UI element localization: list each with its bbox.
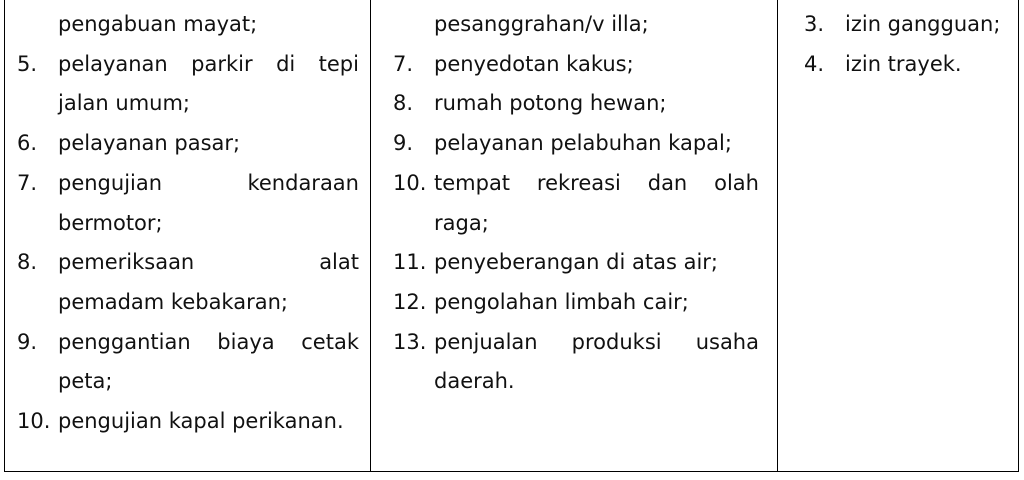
item-text: [58, 242, 359, 282]
item-number: 9.: [393, 131, 414, 156]
item-word: usaha: [695, 329, 759, 354]
item-word: parkir: [191, 51, 253, 76]
item-word: pelayanan: [58, 51, 168, 76]
item-word: produksi: [571, 329, 662, 354]
item-text: [58, 282, 288, 322]
column-3: [778, 0, 1018, 471]
item-text: [434, 203, 489, 243]
item-word: tepi: [318, 51, 359, 76]
item-word: jalan umum;: [58, 91, 190, 116]
list-line: [5, 123, 370, 163]
item-word: penyeberangan di atas air;: [434, 250, 718, 275]
item-word: pelayanan pelabuhan kapal;: [434, 131, 732, 156]
item-number: 6.: [17, 131, 38, 156]
item-word: tempat: [434, 170, 511, 195]
list-line: [5, 44, 370, 84]
item-word: olah: [714, 170, 759, 195]
list-line: [5, 361, 370, 401]
item-word: pesanggrahan/v illa;: [434, 12, 649, 36]
list-line: [371, 322, 777, 362]
item-word: bermotor;: [58, 210, 163, 235]
item-word: pemadam kebakaran;: [58, 289, 288, 314]
item-text: [58, 401, 344, 441]
column-2: [371, 0, 778, 471]
item-text: [58, 361, 112, 401]
item-number: 13.: [393, 329, 427, 354]
item-word: alat: [319, 250, 359, 275]
item-word: kendaraan: [247, 170, 359, 195]
item-word: raga;: [434, 210, 489, 235]
item-text: [434, 282, 689, 322]
item-text: [58, 83, 190, 123]
list-line: [5, 203, 370, 243]
item-text: [58, 44, 359, 84]
levy-list-table: [4, 0, 1019, 472]
column-1: [5, 0, 371, 471]
list-line: [5, 163, 370, 203]
item-word: penjualan: [434, 329, 538, 354]
list-line: [5, 282, 370, 322]
list-line: [371, 203, 777, 243]
item-text: [58, 163, 359, 203]
item-word: pemeriksaan: [58, 250, 195, 275]
list-line: [5, 83, 370, 123]
list-line: [371, 361, 777, 401]
item-word: daerah.: [434, 369, 515, 394]
item-word: pengolahan limbah cair;: [434, 289, 689, 314]
item-word: biaya: [217, 329, 275, 354]
item-number: 10.: [393, 170, 427, 195]
item-text: [434, 123, 732, 163]
item-text: [845, 44, 962, 84]
item-word: di: [276, 51, 296, 76]
item-number: 11.: [393, 250, 427, 275]
list-line: [371, 44, 777, 84]
item-text: [58, 322, 359, 362]
item-text: [434, 44, 634, 84]
item-word: pelayanan pasar;: [58, 131, 241, 156]
item-text: [58, 4, 257, 44]
item-number: 7.: [393, 51, 414, 76]
list-line: [371, 83, 777, 123]
list-line: [5, 401, 370, 441]
item-word: penyedotan kakus;: [434, 51, 634, 76]
item-number: 4.: [804, 51, 825, 76]
item-text: [434, 83, 667, 123]
list-line: [5, 242, 370, 282]
list-line: [371, 242, 777, 282]
item-word: rekreasi: [536, 170, 621, 195]
item-word: izin trayek.: [845, 51, 962, 76]
list-line: [778, 44, 1018, 84]
item-number: 12.: [393, 289, 427, 314]
item-number: 8.: [393, 91, 414, 116]
item-number: 5.: [17, 51, 38, 76]
list-line: [371, 163, 777, 203]
item-number: 9.: [17, 329, 38, 354]
item-text: [434, 4, 649, 44]
item-text: [58, 203, 163, 243]
list-line: [778, 4, 1018, 44]
list-line: [371, 282, 777, 322]
list-line: [5, 4, 370, 44]
item-word: penggantian: [58, 329, 191, 354]
item-text: [845, 4, 1000, 44]
item-word: pengujian: [58, 170, 163, 195]
list-line: [371, 123, 777, 163]
item-text: [434, 242, 718, 282]
item-text: [58, 123, 240, 163]
item-number: 3.: [804, 12, 825, 36]
item-number: 7.: [17, 170, 38, 195]
item-word: dan: [647, 170, 688, 195]
item-word: pengabuan mayat;: [58, 12, 258, 36]
item-text: [434, 361, 515, 401]
item-number: 8.: [17, 250, 38, 275]
item-number: 10.: [17, 409, 51, 433]
item-word: peta;: [58, 369, 113, 394]
item-text: [434, 322, 759, 362]
item-word: cetak: [301, 329, 359, 354]
list-line: [371, 4, 777, 44]
item-word: pengujian kapal perikanan.: [58, 409, 344, 433]
list-line: [5, 322, 370, 362]
item-word: izin gangguan;: [845, 12, 1001, 36]
item-word: rumah potong hewan;: [434, 91, 667, 116]
item-text: [434, 163, 759, 203]
